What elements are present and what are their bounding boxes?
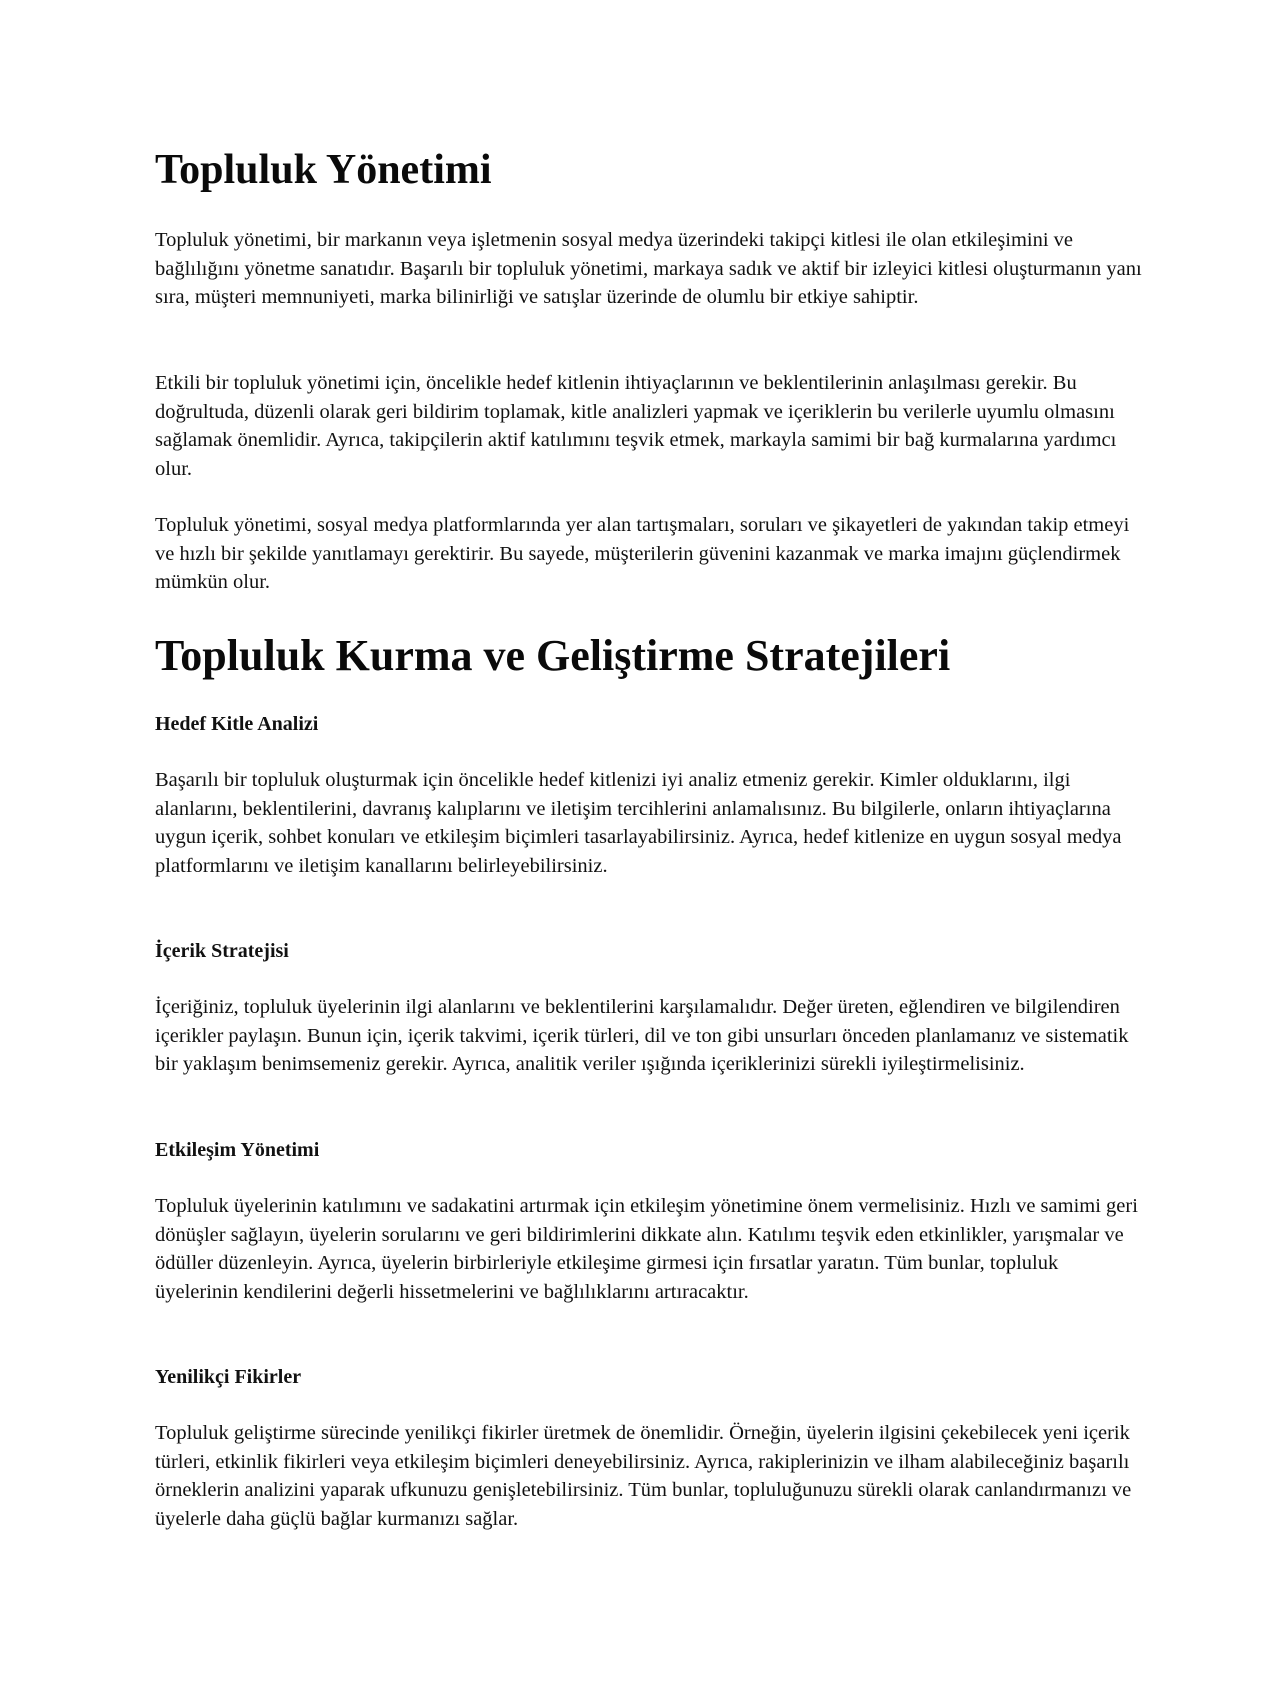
- document-title: Topluluk Yönetimi: [155, 147, 492, 193]
- subsection-heading-etkilesim: Etkileşim Yönetimi: [155, 1139, 320, 1161]
- subsection-text-yenilikci: Topluluk geliştirme sürecinde yenilikçi fikirler üretmek de önemlidir. Örneğin, üyelerin ilgisini çekebilecek yeni içerik türleri, etkinlik fikirleri veya etkileşim biçimleri deneyebilirsiniz. Ayrıca, rakiplerinizin ve ilham alabileceğiniz başarılı örneklerin analizini yaparak ufkunuzu genişletebilirsiniz. Tüm bunlar, topluluğunuzu sürekli olarak canlandırmanızı ve üyelerle daha güçlü bağlar kurmanızı sağlar.: [155, 1422, 1132, 1530]
- section-title: Topluluk Kurma ve Geliştirme Stratejileri: [155, 631, 951, 680]
- subsection-heading-yenilikci: Yenilikçi Fikirler: [155, 1366, 302, 1388]
- subsection-heading-icerik: İçerik Stratejisi: [155, 940, 289, 962]
- subsection-text-icerik: İçeriğiniz, topluluk üyelerinin ilgi alanlarını ve beklentilerini karşılamalıdır. Değer üreten, eğlendiren ve bilgilendiren içerikler paylaşın. Bunun için, içerik takvimi, içerik türleri, dil ve ton gibi unsurları önceden planlamanız ve sistematik bir yaklaşım benimsemeniz gerekir. Ayrıca, analitik veriler ışığında içeriklerinizi sürekli iyileştirmelisiniz.: [155, 996, 1129, 1075]
- subsection-heading-hedef-kitle: Hedef Kitle Analizi: [155, 713, 319, 735]
- intro-paragraph-2: Etkili bir topluluk yönetimi için, öncelikle hedef kitlenin ihtiyaçlarının ve beklentilerinin anlaşılması gerekir. Bu doğrultuda, düzenli olarak geri bildirim toplamak, kitle analizleri yapmak ve içeriklerin bu verilerle uyumlu olmasını sağlamak önemlidir. Ayrıca, takipçilerin aktif katılımını teşvik etmek, markayla samimi bir bağ kurmalarına yardımcı olur.: [155, 372, 1117, 480]
- subsection-text-hedef-kitle: Başarılı bir topluluk oluşturmak için öncelikle hedef kitlenizi iyi analiz etmeniz gerekir. Kimler olduklarını, ilgi alanlarını, beklentilerini, davranış kalıplarını ve iletişim tercihlerini anlamalısınız. Bu bilgilerle, onların ihtiyaçlarına uygun içerik, sohbet konuları ve etkileşim biçimleri tasarlayabilirsiniz. Ayrıca, hedef kitlenize en uygun sosyal medya platformlarını ve iletişim kanallarını belirleyebilirsiniz.: [155, 769, 1122, 877]
- intro-paragraph-3: Topluluk yönetimi, sosyal medya platformlarında yer alan tartışmaları, soruları ve şikayetleri de yakından takip etmeyi ve hızlı bir şekilde yanıtlamayı gerektirir. Bu sayede, müşterilerin güvenini kazanmak ve marka imajını güçlendirmek mümkün olur.: [155, 514, 1130, 593]
- subsection-text-etkilesim: Topluluk üyelerinin katılımını ve sadakatini artırmak için etkileşim yönetimine önem vermelisiniz. Hızlı ve samimi geri dönüşler sağlayın, üyelerin sorularını ve geri bildirimlerini dikkate alın. Katılımı teşvik eden etkinlikler, yarışmalar ve ödüller düzenleyin. Ayrıca, üyelerin birbirleriyle etkileşime girmesi için fırsatlar yaratın. Tüm bunlar, topluluk üyelerinin kendilerini değerli hissetmelerini ve bağlılıklarını artıracaktır.: [155, 1195, 1138, 1303]
- intro-paragraph-1: Topluluk yönetimi, bir markanın veya işletmenin sosyal medya üzerindeki takipçi kitlesi ile olan etkileşimini ve bağlılığını yönetme sanatıdır. Başarılı bir topluluk yönetimi, markaya sadık ve aktif bir izleyici kitlesi oluşturmanın yanı sıra, müşteri memnuniyeti, marka bilinirliği ve satışlar üzerinde de olumlu bir etkiye sahiptir.: [155, 229, 1142, 308]
